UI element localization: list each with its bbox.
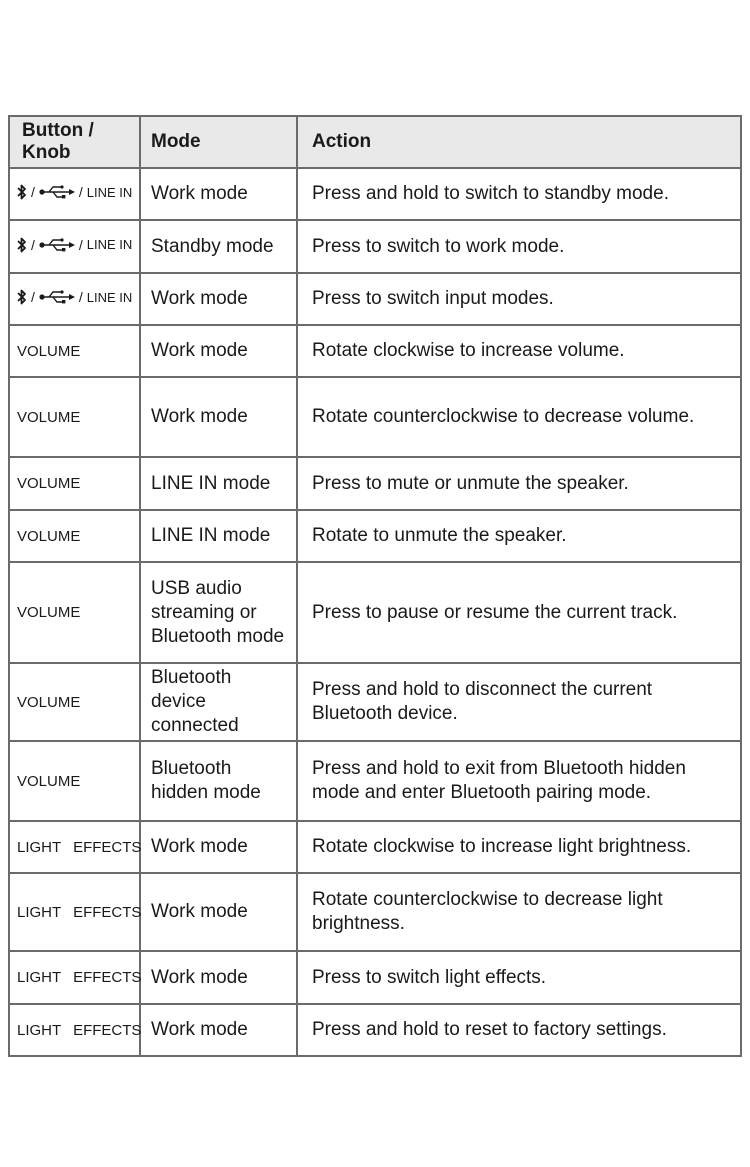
button-knob-cell	[9, 377, 140, 457]
action-cell: Press to switch light effects.	[297, 951, 741, 1004]
action-cell: Press and hold to exit from Bluetooth hidden mode and enter Bluetooth pairing mode.	[297, 741, 741, 821]
mode-cell: USB audio streaming or Bluetooth mode	[140, 562, 297, 663]
table-row	[9, 168, 741, 220]
mode-cell: Work mode	[140, 325, 297, 377]
button-knob-cell	[9, 510, 140, 562]
action-cell: Press to mute or unmute the speaker.	[297, 457, 741, 510]
table-row	[9, 873, 741, 951]
button-label: VOLUME	[17, 527, 81, 545]
table-row	[9, 821, 741, 873]
action-cell: Press and hold to disconnect the current Bluetooth device.	[297, 663, 741, 741]
usb-icon	[39, 290, 75, 304]
button-knob-cell	[9, 562, 140, 663]
mode-cell: Bluetooth device connected	[140, 663, 297, 741]
button-knob-cell	[9, 873, 140, 951]
action-cell: Rotate clockwise to increase volume.	[297, 325, 741, 377]
button-label: LIGHT EFFECTS	[17, 838, 142, 856]
action-cell: Press to switch input modes.	[297, 273, 741, 325]
line-in-label: LINE IN	[86, 237, 133, 252]
usb-icon	[39, 238, 75, 252]
button-label: VOLUME	[17, 408, 81, 426]
button-knob-cell	[9, 168, 140, 220]
table-row	[9, 562, 741, 663]
button-knob-cell	[9, 325, 140, 377]
action-cell: Press to pause or resume the current track.	[297, 562, 741, 663]
button-label: VOLUME	[17, 604, 81, 621]
action-cell: Rotate to unmute the speaker.	[297, 510, 741, 562]
separator: /	[31, 184, 35, 200]
input-symbols	[17, 183, 132, 201]
table-row	[9, 377, 741, 457]
mode-cell: Work mode	[140, 168, 297, 220]
table-row	[9, 457, 741, 510]
separator: /	[78, 289, 83, 305]
button-label: VOLUME	[17, 693, 81, 711]
input-symbols	[17, 288, 132, 306]
button-knob-cell	[9, 457, 140, 510]
button-knob-cell	[9, 1004, 140, 1056]
table-row	[9, 325, 741, 377]
table-row	[9, 1004, 741, 1056]
mode-cell: Work mode	[140, 1004, 297, 1056]
button-label: LIGHT EFFECTS	[17, 1021, 142, 1039]
table-row	[9, 220, 741, 273]
bluetooth-icon	[17, 183, 27, 201]
header-mode: Mode	[140, 116, 297, 168]
button-label: LIGHT EFFECTS	[17, 969, 142, 986]
action-cell: Press and hold to switch to standby mode.	[297, 168, 741, 220]
mode-cell: Work mode	[140, 377, 297, 457]
mode-cell: Work mode	[140, 873, 297, 951]
button-knob-cell	[9, 741, 140, 821]
mode-cell: LINE IN mode	[140, 510, 297, 562]
bluetooth-icon	[17, 236, 27, 254]
action-cell: Rotate clockwise to increase light brightness.	[297, 821, 741, 873]
header-row	[9, 116, 741, 168]
button-knob-cell	[9, 220, 140, 273]
mode-cell: Standby mode	[140, 220, 297, 273]
mode-cell: Work mode	[140, 951, 297, 1004]
action-cell: Rotate counterclockwise to decrease volume.	[297, 377, 741, 457]
header-action: Action	[297, 116, 741, 168]
header-button-knob: Button / Knob	[9, 116, 140, 168]
button-label: VOLUME	[17, 342, 81, 360]
table-row	[9, 510, 741, 562]
button-knob-cell	[9, 273, 140, 325]
action-cell: Press and hold to reset to factory settings.	[297, 1004, 741, 1056]
table-row	[9, 273, 741, 325]
button-label: VOLUME	[17, 772, 81, 790]
mode-cell: Bluetooth hidden mode	[140, 741, 297, 821]
table-row	[9, 951, 741, 1004]
separator: /	[31, 289, 35, 305]
bluetooth-icon	[17, 288, 27, 306]
line-in-label: LINE IN	[86, 184, 133, 200]
button-knob-cell	[9, 663, 140, 741]
separator: /	[78, 236, 83, 253]
button-knob-cell	[9, 951, 140, 1004]
controls-table	[8, 115, 742, 1057]
line-in-label: LINE IN	[86, 289, 133, 305]
separator: /	[31, 236, 35, 253]
table-row	[9, 663, 741, 741]
mode-cell: Work mode	[140, 273, 297, 325]
button-knob-cell	[9, 821, 140, 873]
usb-icon	[39, 185, 75, 199]
action-cell: Rotate counterclockwise to decrease light brightness.	[297, 873, 741, 951]
table-row	[9, 741, 741, 821]
input-symbols	[17, 236, 132, 254]
button-label: VOLUME	[17, 475, 81, 492]
action-cell: Press to switch to work mode.	[297, 220, 741, 273]
button-label: LIGHT EFFECTS	[17, 903, 142, 921]
mode-cell: Work mode	[140, 821, 297, 873]
mode-cell: LINE IN mode	[140, 457, 297, 510]
separator: /	[78, 184, 83, 200]
